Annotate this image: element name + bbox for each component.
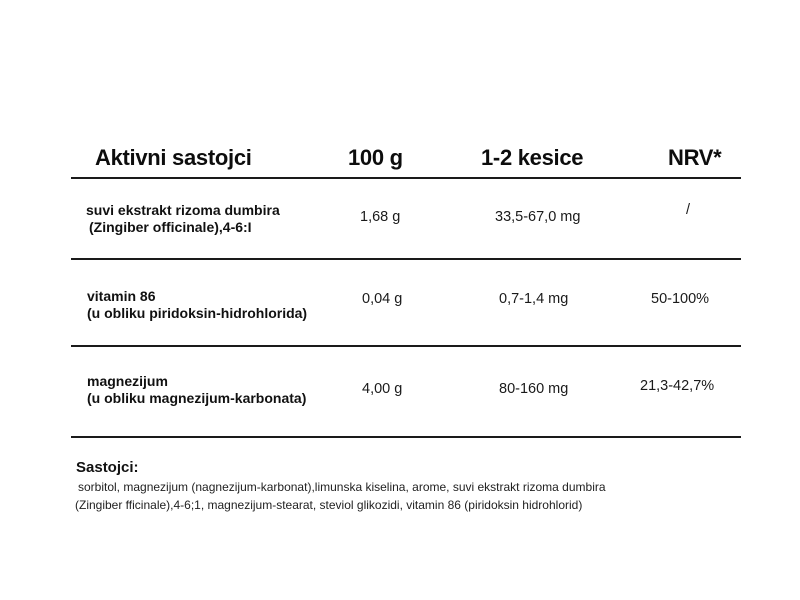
ingredients-text-line2: (Zingiber fficinale),4-6;1, magnezijum-stearat, steviol glikozidi, vitamin 86 (piridoksin hidrohlorid): [75, 498, 583, 512]
column-header-active-ingredients: Aktivni sastojci: [95, 145, 252, 170]
column-header-nrv: NRV*: [668, 145, 722, 170]
amount-per-sachet: 0,7-1,4 mg: [499, 291, 569, 307]
row-divider: [71, 258, 741, 260]
ingredient-name: vitamin 86: [87, 288, 156, 304]
row-divider: [71, 345, 741, 347]
nrv-value: 50-100%: [651, 291, 710, 307]
ingredient-form: (Zingiber officinale),4-6:I: [89, 219, 252, 235]
amount-per-100g: 4,00 g: [362, 381, 403, 397]
ingredients-text-line1: sorbitol, magnezijum (nagnezijum-karbonat),limunska kiselina, arome, suvi ekstrakt rizoma dumbira: [78, 480, 606, 494]
ingredient-name: suvi ekstrakt rizoma dumbira: [86, 202, 280, 218]
amount-per-100g: 1,68 g: [360, 209, 401, 225]
header-divider: [71, 177, 741, 179]
amount-per-sachet: 33,5-67,0 mg: [495, 209, 581, 225]
ingredient-name: magnezijum: [87, 373, 168, 389]
ingredients-title: Sastojci:: [76, 459, 139, 476]
nrv-value: 21,3-42,7%: [640, 378, 715, 394]
amount-per-100g: 0,04 g: [362, 291, 403, 307]
column-header-100g: 100 g: [348, 145, 403, 170]
ingredient-form: (u obliku piridoksin-hidrohlorida): [87, 305, 308, 321]
column-header-sachets: 1-2 kesice: [481, 145, 584, 170]
ingredient-form: (u obliku magnezijum-karbonata): [87, 390, 307, 406]
nrv-value: /: [686, 202, 691, 218]
amount-per-sachet: 80-160 mg: [499, 381, 569, 397]
row-divider: [71, 436, 741, 438]
